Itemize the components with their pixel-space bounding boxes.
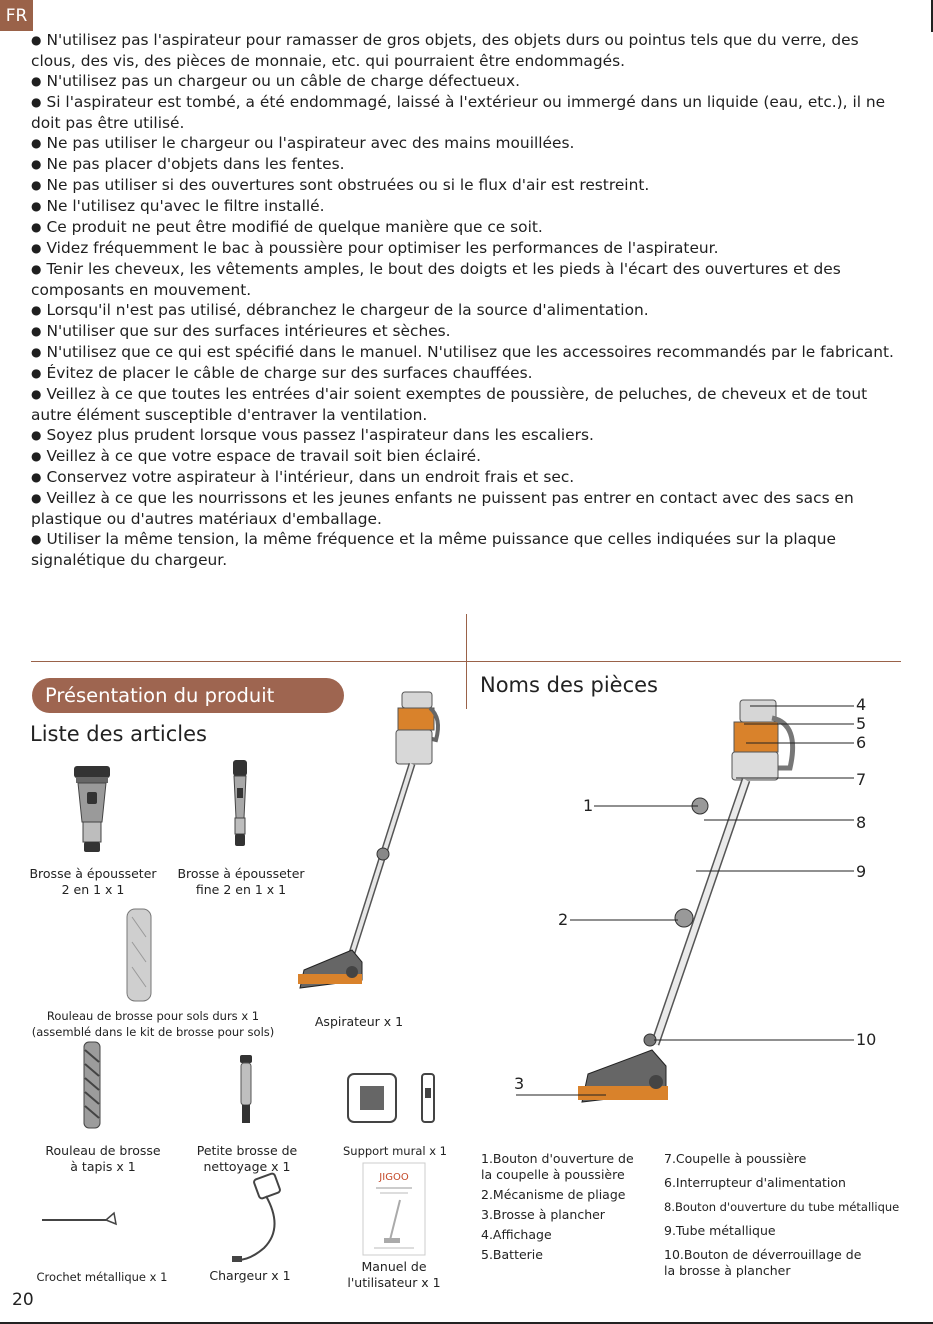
warning-text: Lorsqu'il n'est pas utilisé, débranchez le chargeur de la source d'alimentation. [46,301,649,319]
fine-dusting-brush-image [228,758,252,850]
warning-item [31,238,901,259]
language-tab: FR [0,0,33,31]
small-cleaning-brush-image [236,1053,256,1127]
warning-item [31,342,901,363]
parts-legend-right: 7.Coupelle à poussière 6.Interrupteur d'alimentation 8.Bouton d'ouverture du tube métallique 9.Tube métallique 10.Bouton de déverrouillage de la brosse à plancher [664,1151,900,1278]
bullet-icon: ● [31,324,42,338]
bullet-icon: ● [31,33,42,47]
warning-item [31,488,901,529]
warning-text: Si l'aspirateur est tombé, a été endommagé, laissé à l'extérieur ou immergé dans un liquide (eau, etc.), il ne doit pas être utilisé. [31,93,886,132]
warning-item [31,154,901,175]
items-list-heading: Liste des articles [30,722,207,746]
caption-vacuum: Aspirateur x 1 [314,1014,404,1029]
metal-hook-image [38,1210,120,1226]
warning-item [31,529,901,570]
callout-5: 5 [856,714,867,733]
section-pill-product-overview: Présentation du produit [32,678,344,713]
caption-hard-floor-roller: Rouleau de brosse pour sols durs x 1 (assemblé dans le kit de brosse pour sols) [31,1009,275,1039]
callout-2: 2 [558,910,569,929]
bullet-icon: ● [31,157,42,171]
charger-image [230,1172,284,1264]
bullet-icon: ● [31,262,42,276]
parts-names-heading: Noms des pièces [480,673,658,697]
warning-item [31,363,901,384]
warning-text: Ne pas placer d'objets dans les fentes. [46,155,345,173]
bullet-icon: ● [31,136,42,150]
warning-text: Ne l'utilisez qu'avec le filtre installé. [46,197,325,215]
caption-dusting-brush-2in1: Brosse à épousseter 2 en 1 x 1 [29,866,157,897]
caption-charger: Chargeur x 1 [209,1268,291,1283]
bullet-icon: ● [31,220,42,234]
warning-text: N'utilisez pas l'aspirateur pour ramasser de gros objets, des objets durs ou pointus tels que du verre, des clous, des vis, des pièces de monnaie, etc. qui pourraient être endommagés. [31,31,859,70]
callout-6: 6 [856,733,867,752]
bullet-icon: ● [31,199,42,213]
warning-text: Ne pas utiliser le chargeur ou l'aspirateur avec des mains mouillées. [46,134,575,152]
safety-warnings [31,30,901,570]
bullet-icon: ● [31,366,42,380]
bullet-icon: ● [31,449,42,463]
warning-item [31,71,901,92]
callout-4: 4 [856,695,867,714]
warning-item [31,196,901,217]
warning-text: N'utilisez que ce qui est spécifié dans le manuel. N'utilisez que les accessoires recommandés par le fabricant. [46,343,894,361]
callout-1: 1 [583,796,594,815]
warning-item [31,446,901,467]
svg-text:JIGOO: JIGOO [379,1172,409,1183]
vacuum-image [290,688,450,998]
bullet-icon: ● [31,178,42,192]
warning-item [31,217,901,238]
warning-item [31,384,901,425]
warning-text: Évitez de placer le câble de charge sur des surfaces chauffées. [46,364,533,382]
caption-fine-dusting-brush: Brosse à épousseter fine 2 en 1 x 1 [177,866,305,897]
warning-text: Veillez à ce que les nourrissons et les jeunes enfants ne puissent pas entrer en contact avec des sacs en plastique ou d'autres matériaux d'emballage. [31,489,854,528]
warning-text: Veillez à ce que toutes les entrées d'air soient exemptes de poussière, de peluches, de cheveux et de tout autre élément susceptible d'entraver la ventilation. [31,385,868,424]
bullet-icon: ● [31,387,42,401]
callout-8: 8 [856,813,867,832]
parts-diagram [510,694,880,1124]
bullet-icon: ● [31,532,42,546]
warning-text: Veillez à ce que votre espace de travail soit bien éclairé. [46,447,481,465]
warning-text: Utiliser la même tension, la même fréquence et la même puissance que celles indiquées sur la plaque signalétique du chargeur. [31,530,837,569]
bullet-icon: ● [31,491,42,505]
callout-10: 10 [856,1030,877,1049]
warning-item [31,259,901,300]
warning-item [31,425,901,446]
bullet-icon: ● [31,241,42,255]
warning-text: Tenir les cheveux, les vêtements amples, le bout des doigts et les pieds à l'écart des ouvertures et des composants en mouvement. [31,260,841,299]
warning-item [31,92,901,133]
warning-text: Conservez votre aspirateur à l'intérieur, dans un endroit frais et sec. [46,468,575,486]
bullet-icon: ● [31,74,42,88]
warning-item [31,133,901,154]
warning-item [31,321,901,342]
caption-carpet-roller: Rouleau de brosse à tapis x 1 [45,1143,161,1174]
warning-text: N'utilisez pas un chargeur ou un câble de charge défectueux. [46,72,521,90]
parts-legend-left: 1.Bouton d'ouverture de la coupelle à poussière 2.Mécanisme de pliage 3.Brosse à plancher 4.Affichage 5.Batterie [481,1151,634,1262]
warning-item [31,300,901,321]
warning-text: Videz fréquemment le bac à poussière pour optimiser les performances de l'aspirateur. [46,239,719,257]
user-manual-image [362,1162,426,1256]
caption-user-manual: Manuel de l'utilisateur x 1 [347,1259,441,1290]
carpet-roller-image [82,1040,102,1130]
warning-item [31,30,901,71]
callout-7: 7 [856,770,867,789]
wall-mount-image [346,1070,440,1126]
bullet-icon: ● [31,428,42,442]
warning-text: Ne pas utiliser si des ouvertures sont obstruées ou si le flux d'air est restreint. [46,176,650,194]
bullet-icon: ● [31,345,42,359]
bullet-icon: ● [31,95,42,109]
warning-item [31,467,901,488]
caption-metal-hook: Crochet métallique x 1 [36,1270,168,1284]
caption-wall-mount: Support mural x 1 [342,1144,447,1158]
page-number: 20 [12,1290,34,1310]
warning-text: N'utiliser que sur des surfaces intérieures et sèches. [46,322,451,340]
bullet-icon: ● [31,303,42,317]
dusting-brush-2in1-image [70,764,114,856]
hard-floor-roller-image [124,907,154,1003]
warning-text: Ce produit ne peut être modifié de quelque manière que ce soit. [46,218,543,236]
callout-9: 9 [856,862,867,881]
warning-item [31,175,901,196]
caption-small-cleaning-brush: Petite brosse de nettoyage x 1 [196,1143,298,1174]
section-divider-horizontal [31,661,901,662]
callout-3: 3 [514,1074,525,1093]
warning-text: Soyez plus prudent lorsque vous passez l'aspirateur dans les escaliers. [46,426,594,444]
bullet-icon: ● [31,470,42,484]
